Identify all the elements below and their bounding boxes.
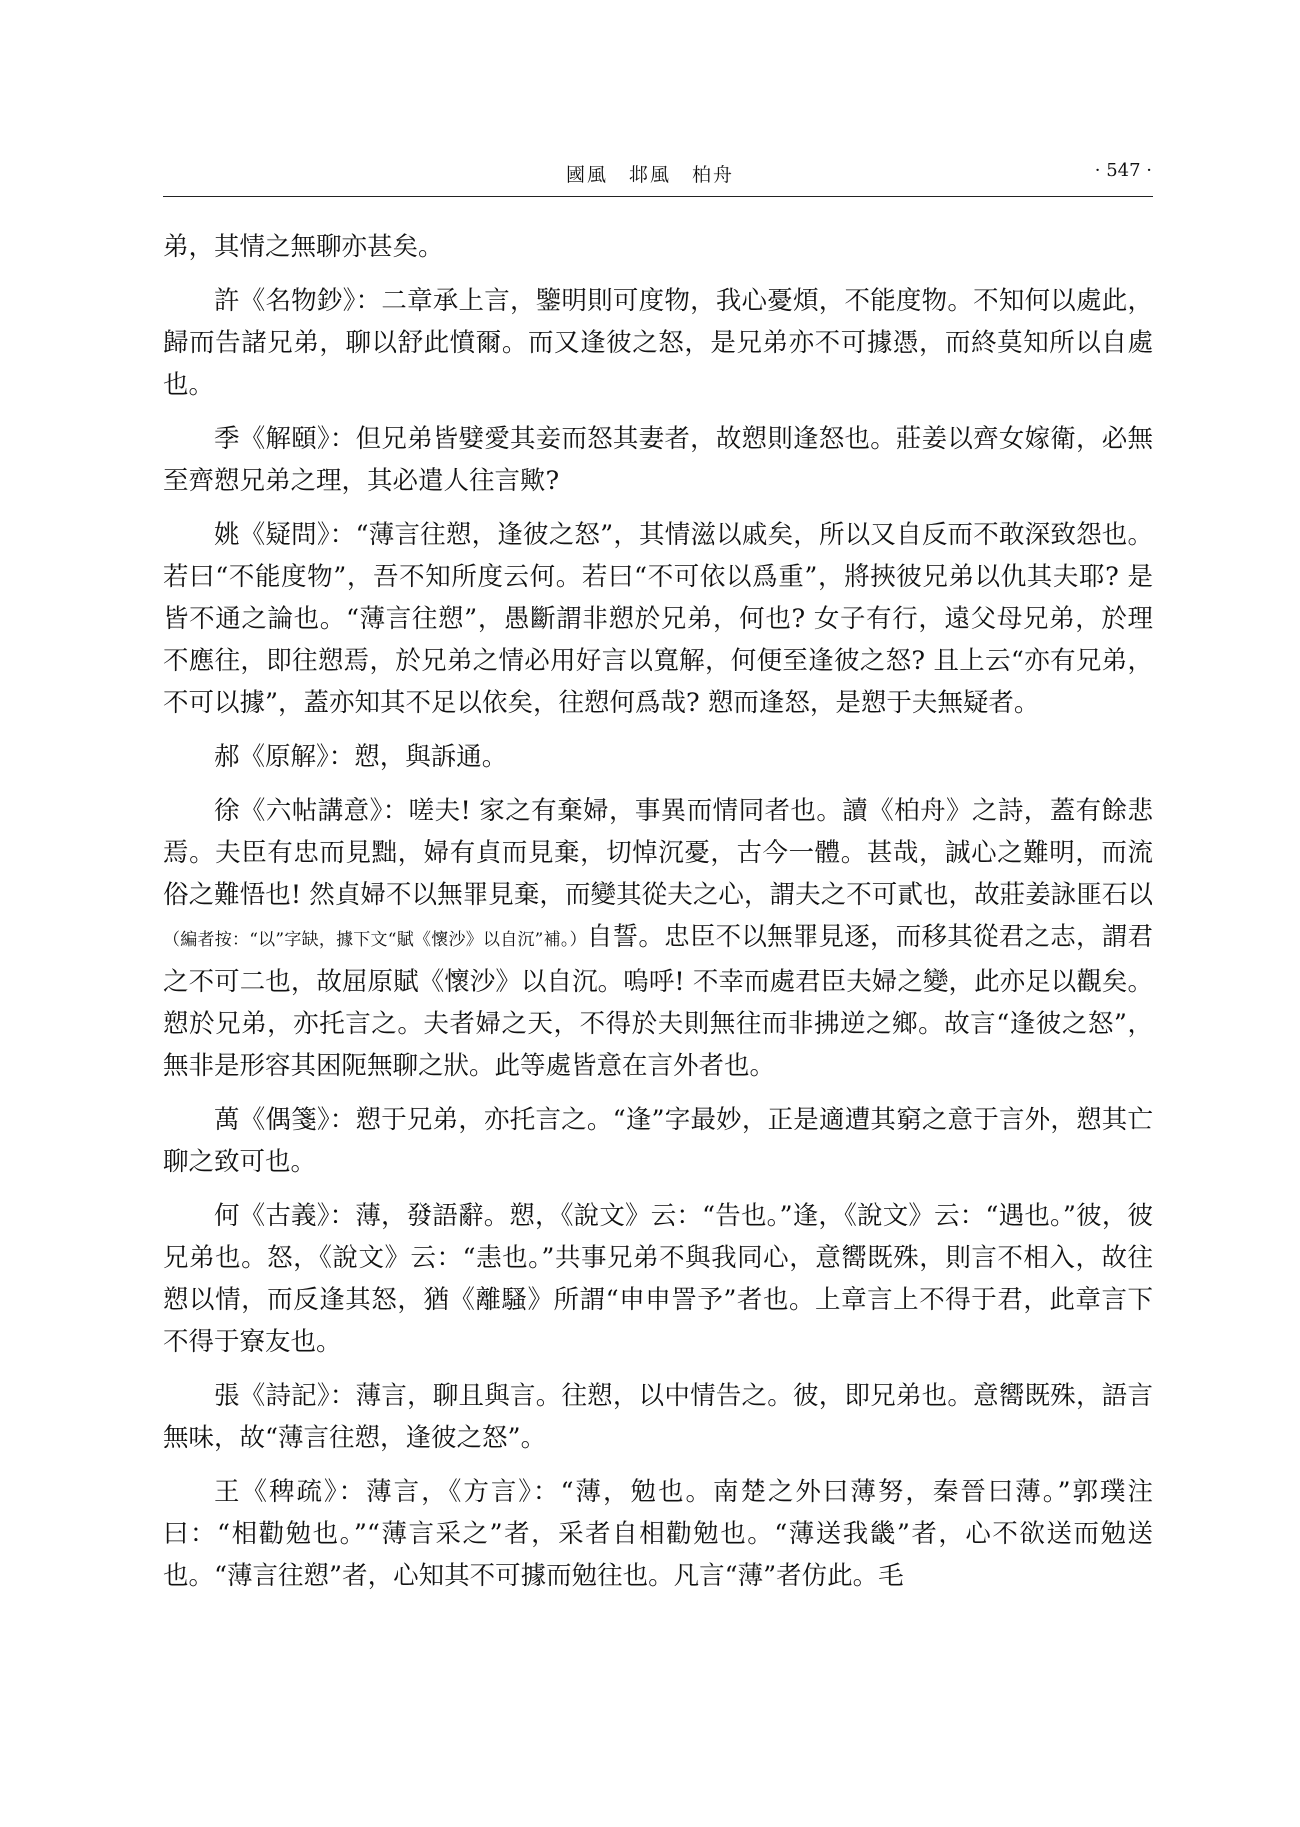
paragraph-wang-baishu: 王《稗疏》：薄言，《方言》：“薄，勉也。南楚之外曰薄努，秦晉曰薄。”郭璞注曰：“相勸勉也。”“薄言采之”者，采者自相勸勉也。“薄送我畿”者，心不欲送而勉送也。“薄言往愬”者，心知其不可據而勉往也。凡言“薄”者仿此。毛 xyxy=(163,1477,1153,1591)
paragraph-yao-yiwen: 姚《疑問》：“薄言往愬，逢彼之怒”，其情滋以戚矣，所以又自反而不敢深致怨也。若曰“不能度物”，吾不知所度云何。若曰“不可依以爲重”，將挾彼兄弟以仇其夫耶? 是皆不通之論也。“薄言往愬”，愚斷謂非愬於兄弟，何也? 女子有行，遠父母兄弟，於理不應往，即往愬焉，於兄弟之情必用好言以寬解，何便至逢彼之怒? 且上云“亦有兄弟，不可以據”，蓋亦知其不足以依矣，往愬何爲哉? 愬而逢怒，是愬于夫無疑者。 xyxy=(163,520,1153,718)
paragraph-continuation: 弟，其情之無聊亦甚矣。 xyxy=(163,232,444,262)
paragraph-hao-yuanjie: 郝《原解》：愬，與訴通。 xyxy=(214,742,508,772)
body-text xyxy=(163,226,1153,1609)
paragraph-xu-mingwuchao: 許《名物鈔》：二章承上言，鑒明則可度物，我心憂煩，不能度物。不知何以處此，歸而告諸兄弟，聊以舒此憤爾。而又逢彼之怒，是兄弟亦不可據憑，而終莫知所以自處也。 xyxy=(163,286,1153,400)
running-header-title: 國風 邶風 柏舟 xyxy=(565,164,734,186)
page-number: · 547 · xyxy=(1094,160,1152,181)
paragraph-text: 自誓。忠臣不以無罪見逐，而移其從君之志，謂君之不可二也，故屈原賦《懷沙》以自沉。嗚呼! 不幸而處君臣夫婦之變，此亦足以觀矣。愬於兄弟，亦托言之。夫者婦之天，不得於夫則無往而非拂逆之鄉。故言“逢彼之怒”，無非是形容其困阨無聊之狀。此等處皆意在言外者也。 xyxy=(163,922,1153,1081)
paragraph-text: 徐《六帖講意》：嗟夫! 家之有棄婦，事異而情同者也。讀《柏舟》之詩，蓋有餘悲焉。夫臣有忠而見黜，婦有貞而見棄，切悼沉憂，古今一體。甚哉，誠心之難明，而流俗之難悟也! 然貞婦不以無罪見棄，而變其從夫之心，謂夫之不可貳也，故莊姜詠匪石以 xyxy=(163,796,1153,910)
paragraph-xu-liutie xyxy=(163,790,1153,1087)
header-rule xyxy=(163,196,1153,197)
paragraph-ji-jieyi: 季《解頤》：但兄弟皆嬖愛其妾而怒其妻者，故愬則逢怒也。莊姜以齊女嫁衛，必無至齊愬兄弟之理，其必遣人往言歟? xyxy=(163,424,1153,496)
paragraph-wan-oujian: 萬《偶箋》：愬于兄弟，亦托言之。“逢”字最妙，正是適遭其窮之意于言外，愬其亡聊之致可也。 xyxy=(163,1105,1153,1177)
paragraph-zhang-shiji: 張《詩記》：薄言，聊且與言。往愬，以中情告之。彼，即兄弟也。意嚮既殊，語言無味，故“薄言往愬，逢彼之怒”。 xyxy=(163,1381,1153,1453)
paragraph-he-guyi: 何《古義》：薄，發語辭。愬，《說文》云：“告也。”逢，《說文》云：“遇也。”彼，彼兄弟也。怒，《說文》云：“恚也。”共事兄弟不與我同心，意嚮既殊，則言不相入，故往愬以情，而反逢其怒，猶《離騷》所謂“申申詈予”者也。上章言上不得于君，此章言下不得于寮友也。 xyxy=(163,1201,1153,1357)
editor-note: （編者按：“以”字缺，據下文“賦《懷沙》以自沉”補。） xyxy=(163,930,587,950)
